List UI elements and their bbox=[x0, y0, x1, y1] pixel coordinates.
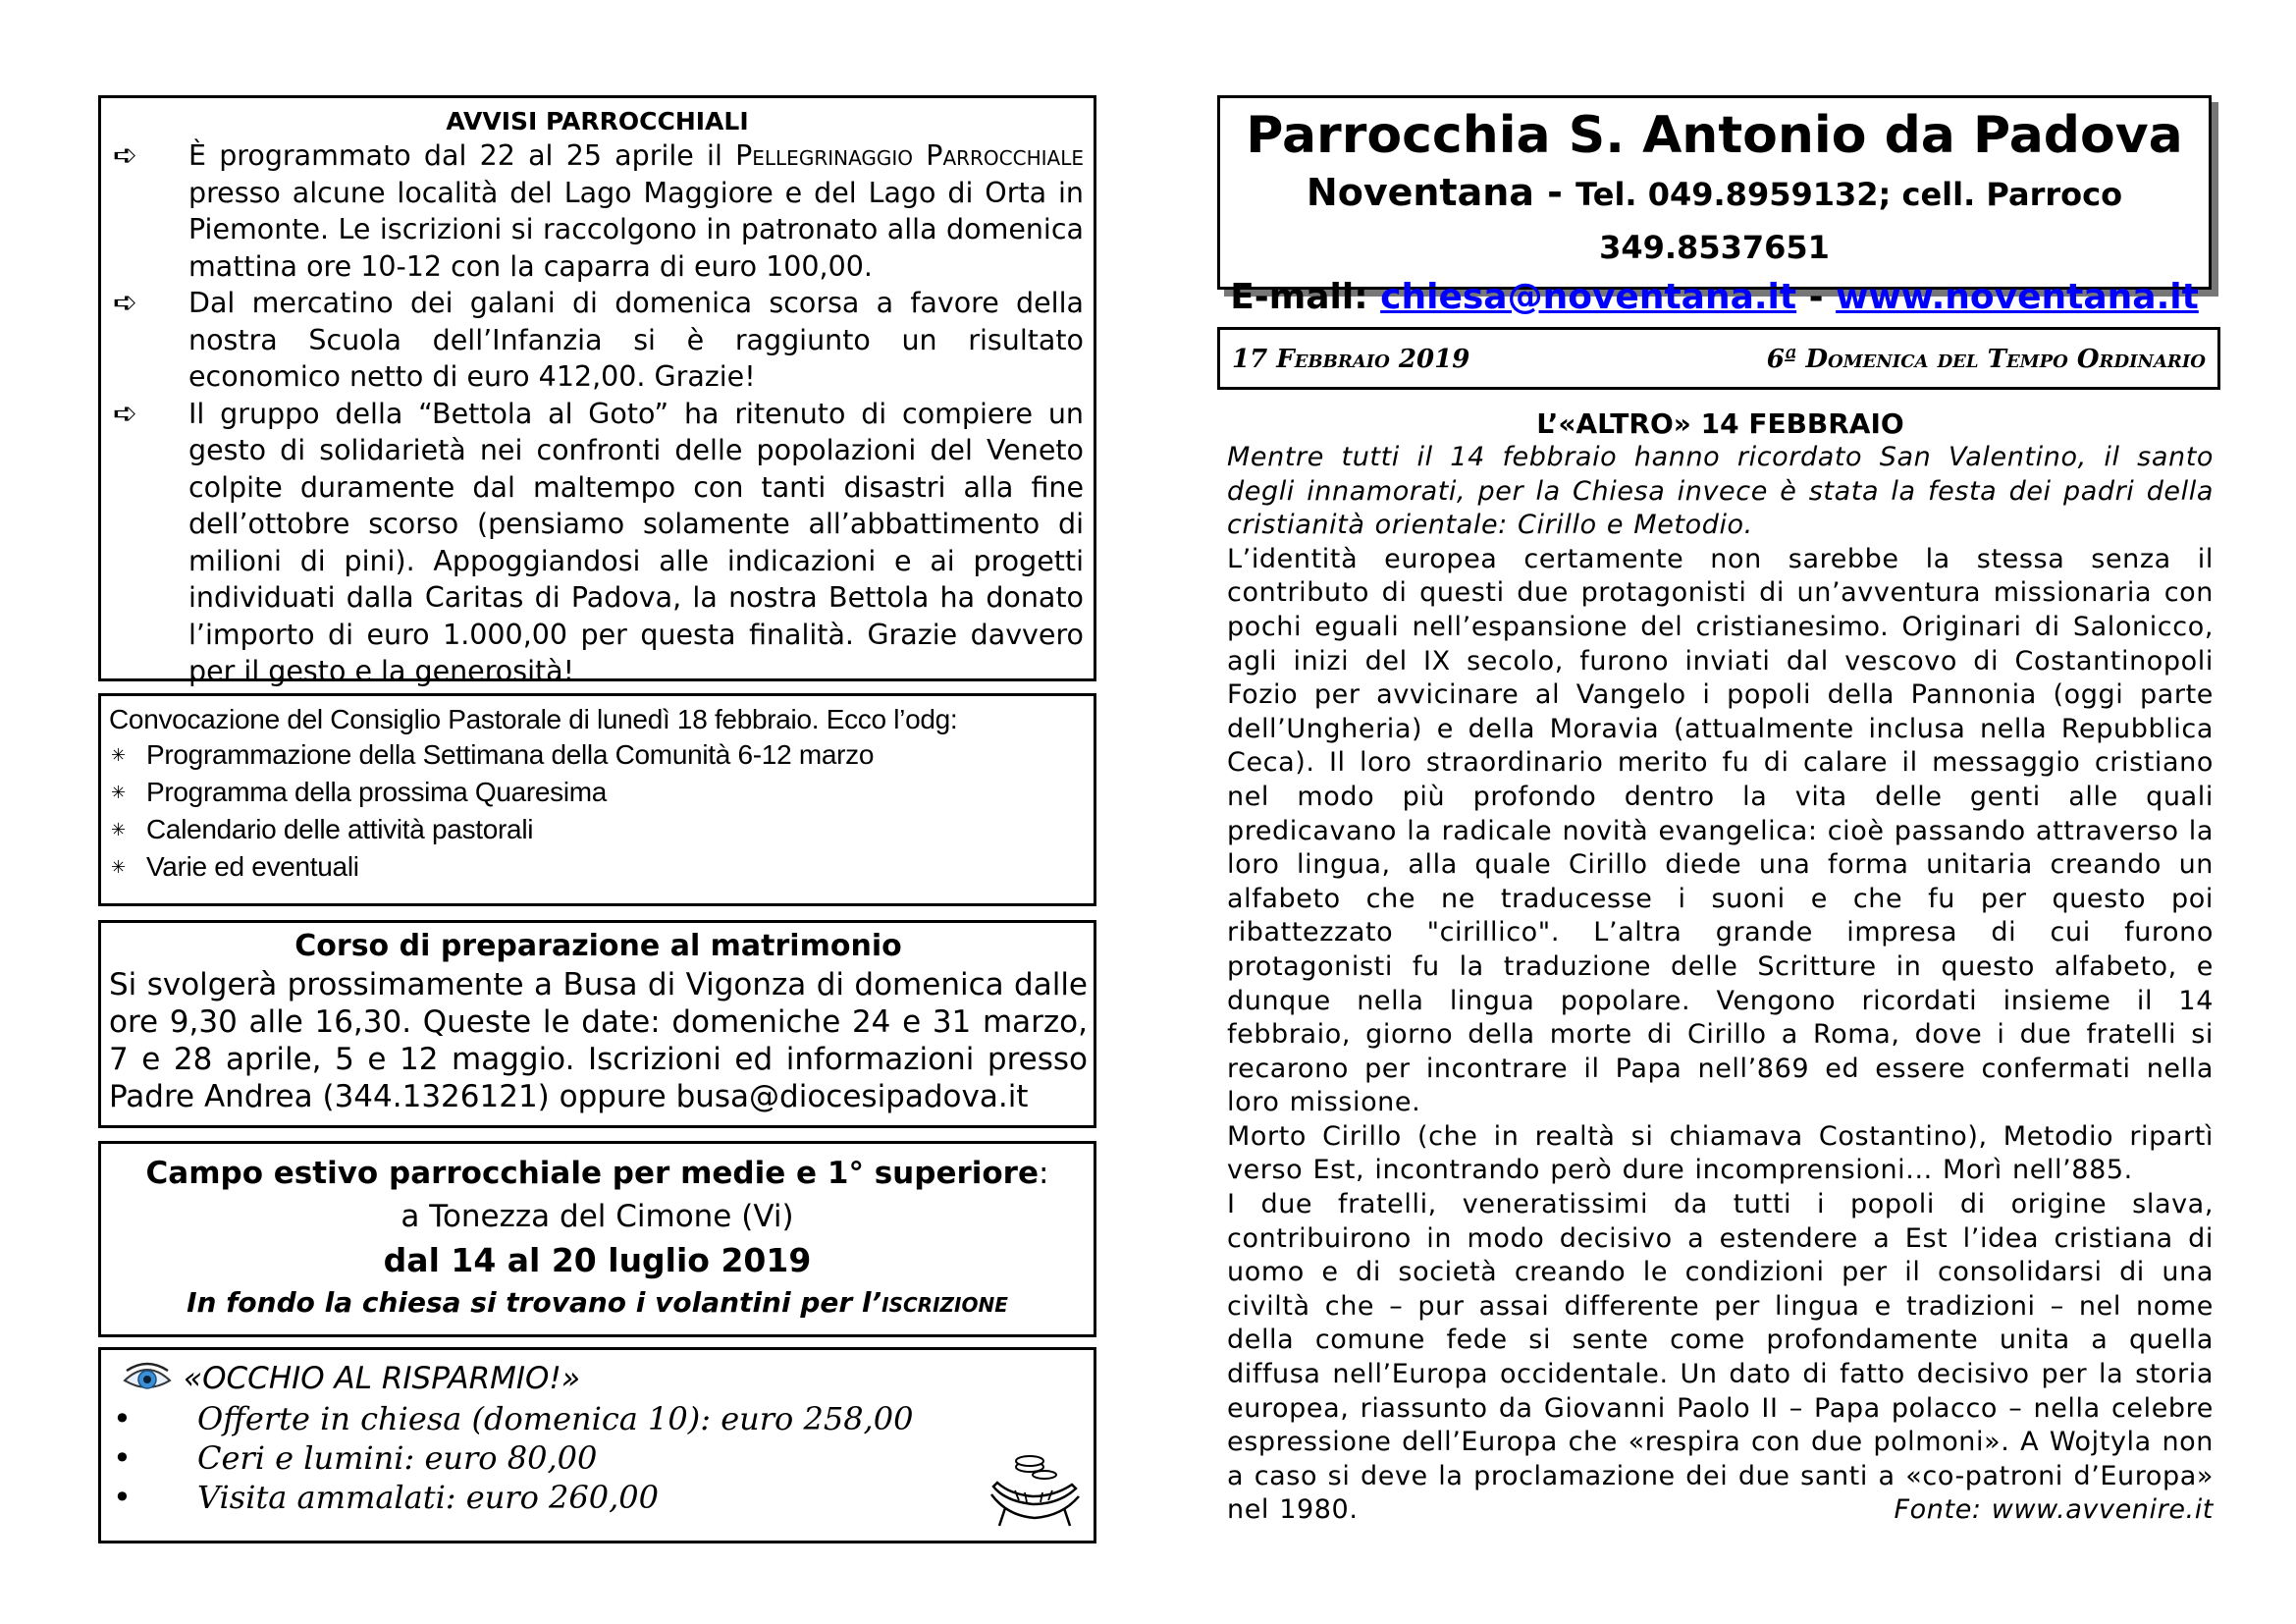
list-item bbox=[109, 811, 1086, 848]
avviso-smallcaps: Pellegrinaggio Parrocchiale bbox=[735, 139, 1084, 172]
article-paragraph: L’identità europea certamente non sarebbe la stessa senza il contributo di questi due protagonisti di un’avventura missionaria con pochi eguali nell’espansione del cristianesimo. Originari di Salonicco, agli inizi del IX secolo, furono inviati dal vescovo di Costantinopoli Fozio per avvicinare al Vangelo i popoli della Pannonia (oggi parte dell’Ungheria) e della Moravia (attualmente inclusa nella Repubblica Ceca). Il loro straordinario merito fu di calare il messaggio cristiano nel modo più profondo dentro la vita delle genti alle quali predicavano la radicale novità evangelica: cioè passando attraverso la loro lingua, alla quale Cirillo diede una forma unitaria creando un alfabeto che ne traducesse i suoni e che fu per questo poi ribattezzato "cirillico". L’altra grande impresa di cui furono protagonisti fu la traduzione delle Scritture in questo alfabeto, e dunque nella lingua popolare. Vengono ricordati insieme il 14 febbraio, giorno della morte di Cirillo a Roma, dove i due fratelli si recarono per incontrare il Papa nell’869 ed essere confermati nella loro missione. bbox=[1227, 543, 2214, 1118]
list-item-text: Visita ammalati: euro 260,00 bbox=[197, 1479, 659, 1516]
list-item bbox=[113, 1399, 1094, 1438]
eye-icon bbox=[123, 1361, 172, 1396]
avviso-text: presso alcune località del Lago Maggiore e del Lago di Orta in Piemonte. Le iscrizioni si raccolgono in patronato alla domenica mattina ore 10-12 con la caparra di euro 100,00. bbox=[188, 176, 1084, 283]
parish-name: Parrocchia S. Antonio da Padova bbox=[1246, 106, 2183, 165]
article-title: L’«ALTRO» 14 FEBBRAIO bbox=[1536, 407, 1904, 440]
avviso-item bbox=[111, 285, 1084, 396]
right-arrow-icon: ➪ bbox=[113, 396, 138, 431]
campo-note-smallcaps: iscrizione bbox=[881, 1286, 1008, 1319]
campo-location: a Tonezza del Cimone (Vi) bbox=[400, 1199, 794, 1234]
corso-body: Si svolgerà prossimamente a Busa di Vigonza di domenica dalle ore 9,30 alle 16,30. Queste le date: domeniche 24 e 31 marzo, 7 e 28 aprile, 5 e 12 maggio. Iscrizioni ed informazioni presso Padre Andrea (344.1326121) oppure busa@diocesipadova.it bbox=[109, 967, 1088, 1114]
avviso-text: Dal mercatino dei galani di domenica scorsa a favore della nostra Scuola dell’Infanzia si è raggiunto un risultato economico netto di euro 412,00. Grazie! bbox=[188, 287, 1084, 393]
avviso-text: È programmato dal 22 al 25 aprile il bbox=[188, 139, 736, 172]
list-item bbox=[113, 1478, 1094, 1517]
hands-with-coins-icon bbox=[986, 1447, 1084, 1531]
article bbox=[1227, 407, 2214, 1528]
list-item bbox=[109, 774, 1086, 811]
avvisi-heading: AVVISI PARROCCHIALI bbox=[446, 107, 749, 135]
list-item-text: Programmazione della Settimana della Comunità 6-12 marzo bbox=[146, 739, 875, 770]
contact-separator: - bbox=[1796, 277, 1837, 317]
convocazione-box bbox=[98, 693, 1096, 906]
issue-date: 17 Febbraio 2019 bbox=[1232, 345, 1470, 374]
email-label: E-mail: bbox=[1230, 277, 1381, 317]
dateline-bar bbox=[1217, 327, 2220, 390]
article-intro: Mentre tutti il 14 febbraio hanno ricordato San Valentino, il santo degli innamorati, per la Chiesa invece è stata la festa dei padri della cristianità orientale: Cirillo e Metodio. bbox=[1227, 442, 2214, 541]
bullet-icon: • bbox=[113, 1479, 132, 1516]
avviso-item bbox=[111, 137, 1084, 285]
campo-title: Campo estivo parrocchiale per medie e 1° superiore bbox=[145, 1156, 1039, 1191]
masthead bbox=[1217, 95, 2212, 317]
article-paragraph: Morto Cirillo (che in realtà si chiamava Costantino), Metodio ripartì verso Est, incontrando però dure incomprensioni... Morì nell’885. bbox=[1227, 1120, 2214, 1186]
bullet-icon: • bbox=[113, 1439, 132, 1477]
right-arrow-icon: ➪ bbox=[113, 138, 138, 173]
avvisi-parrocchiali-box bbox=[98, 95, 1096, 687]
list-item bbox=[113, 1438, 1094, 1478]
bullet-icon: • bbox=[113, 1400, 132, 1437]
avviso-text: Il gruppo della “Bettola al Goto” ha ritenuto di compiere un gesto di solidarietà nei confronti delle popolazioni del Veneto colpite duramente dal maltempo con tanti disastri alla fine dell’ottobre scorso (pensiamo solamente all’abbattimento di milioni di pini). Appoggiandosi alle indicazioni e ai progetti individuati dalla Caritas di Padova, la nostra Bettola ha donato l’importo di euro 1.000,00 per questa finalità. Grazie davvero per il gesto e la generosità! bbox=[188, 397, 1084, 687]
liturgical-sunday: 6ª Domenica del Tempo Ordinario bbox=[1766, 345, 2206, 374]
list-item bbox=[109, 736, 1086, 774]
asterisk-icon: ✳ bbox=[111, 820, 126, 839]
list-item-text: Offerte in chiesa (domenica 10): euro 258,00 bbox=[197, 1400, 914, 1437]
campo-dates: dal 14 al 20 luglio 2019 bbox=[383, 1241, 812, 1279]
right-arrow-icon: ➪ bbox=[113, 286, 138, 320]
email-link[interactable]: chiesa@noventana.it bbox=[1380, 277, 1797, 317]
article-paragraph: I due fratelli, veneratissimi da tutti i popoli di origine slava, contribuirono in modo decisivo a estendere a Est l’idea cristiana di uomo e di società creando le condizioni per il consolidarsi di una civiltà che – pur assai differente per lingua e tradizioni – nel nome della comune fede si sente come profondamente unita a quella diffusa nell’Europa occidentale. Un dato di fatto decisivo per la storia europea, riassunto da Giovanni Paolo II – Papa polacco – nella celebre espressione dell’Europa che «respira con due polmoni». A Wojtyla non a caso si deve la proclamazione dei due santi a «co-patroni d’Europa» nel 1980. bbox=[1227, 1189, 2214, 1526]
corso-title: Corso di preparazione al matrimonio bbox=[294, 929, 902, 963]
convocazione-intro: Convocazione del Consiglio Pastorale di lunedì 18 febbraio. Ecco l’odg: bbox=[109, 704, 958, 734]
asterisk-icon: ✳ bbox=[111, 745, 126, 765]
campo-title-colon: : bbox=[1039, 1156, 1049, 1191]
occhio-title: «OCCHIO AL RISPARMIO!» bbox=[184, 1361, 580, 1396]
list-item bbox=[109, 848, 1086, 886]
campo-estivo-box bbox=[98, 1141, 1096, 1337]
avviso-item bbox=[111, 396, 1084, 690]
article-source: Fonte: www.avvenire.it bbox=[1894, 1494, 2214, 1526]
website-link[interactable]: www.noventana.it bbox=[1836, 277, 2199, 317]
asterisk-icon: ✳ bbox=[111, 783, 126, 802]
phone-numbers: Tel. 049.8959132; cell. Parroco 349.8537651 bbox=[1575, 176, 2123, 266]
campo-note: In fondo la chiesa si trovano i volantini per l’ bbox=[187, 1286, 882, 1319]
occhio-risparmio-box bbox=[98, 1347, 1096, 1543]
town-name: Noventana - bbox=[1306, 171, 1576, 214]
list-item-text: Varie ed eventuali bbox=[146, 851, 359, 882]
list-item-text: Ceri e lumini: euro 80,00 bbox=[197, 1439, 598, 1477]
list-item-text: Programma della prossima Quaresima bbox=[146, 777, 608, 807]
asterisk-icon: ✳ bbox=[111, 857, 126, 877]
corso-matrimonio-box bbox=[98, 920, 1096, 1128]
list-item-text: Calendario delle attività pastorali bbox=[146, 814, 534, 844]
